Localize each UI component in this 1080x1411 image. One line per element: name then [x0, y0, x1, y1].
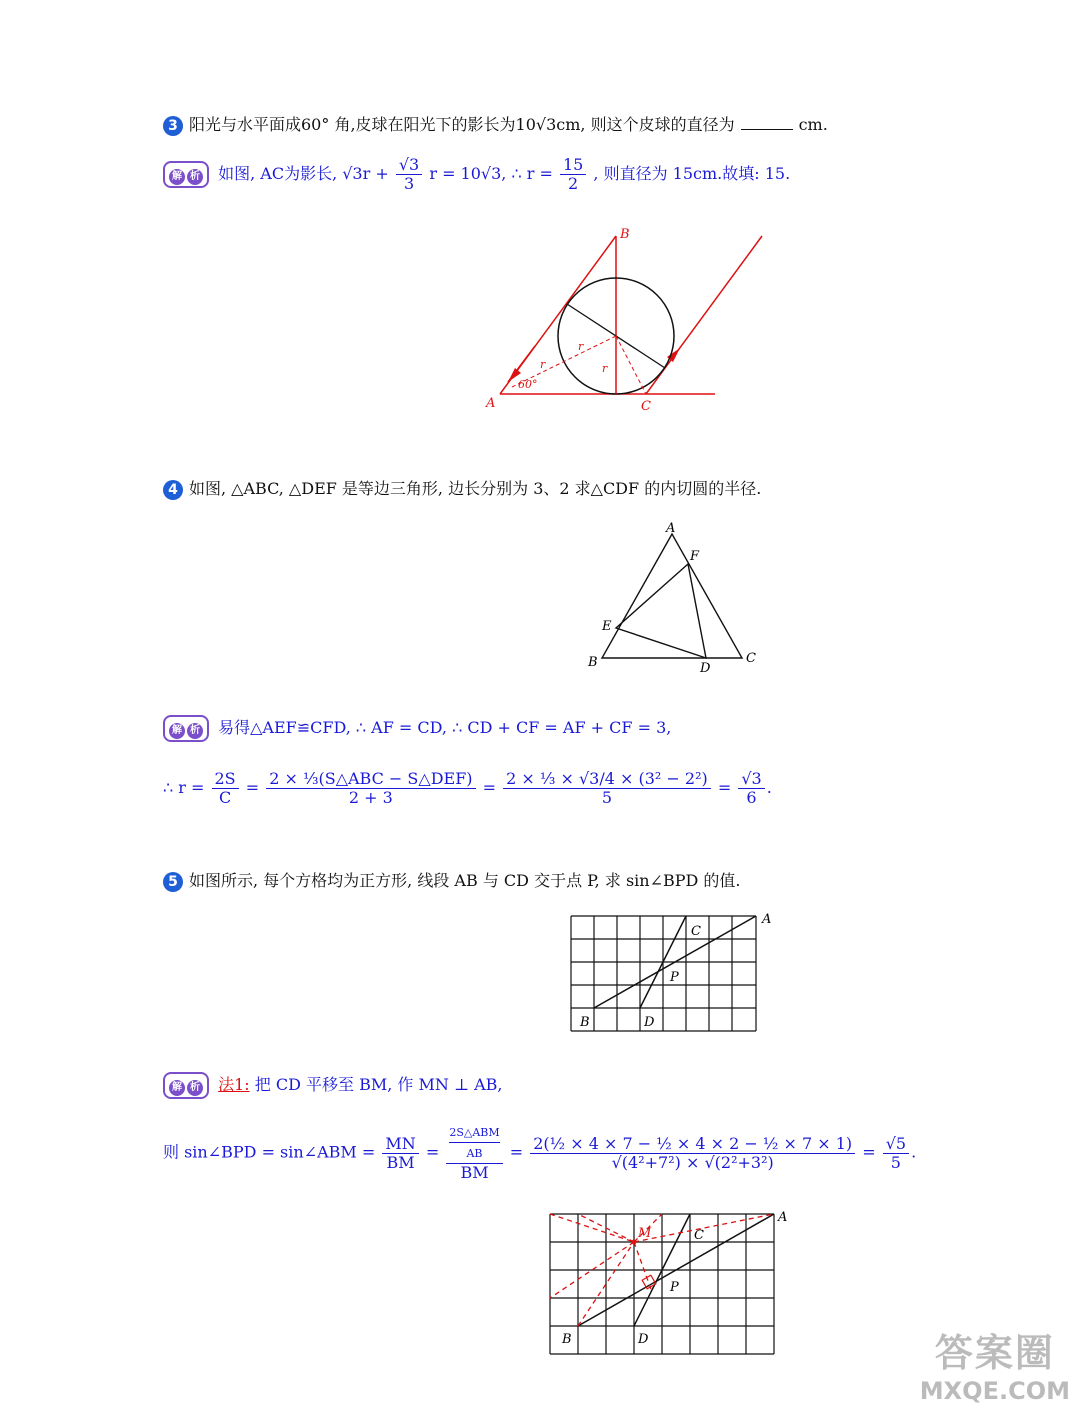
solution-text: 把 CD 平移至 BM, 作 MN ⊥ AB,: [254, 1075, 503, 1094]
solution-text: 易得△AEF≌CFD, ∴ AF = CD, ∴ CD + CF = AF + CF = 3,: [218, 718, 672, 737]
figure-grid: [560, 905, 790, 1040]
question-number: 5: [163, 872, 183, 892]
analysis-badge: 解 析: [163, 161, 209, 188]
question-text: 如图, △ABC, △DEF 是等边三角形, 边长分别为 3、2 求△CDF 的内切圆的半径.: [189, 479, 762, 498]
question-5: [163, 870, 741, 892]
analysis-badge: 解 析: [163, 1072, 209, 1099]
label-M: M: [638, 1226, 652, 1241]
method-label: 法1:: [218, 1075, 250, 1094]
label-P: P: [670, 970, 679, 985]
fraction: $\frac{\text{2 × ⅓ × √3/4 × (3² − 2²)}}{5}$: [503, 770, 711, 807]
solution-4-line2: ∴ r = $\frac{2S}{C}$ = $\frac{\text{2 × ⅓(S△ABC − S△DEF)}}{2 + 3}$ = $\frac{\text{2 × ⅓ × √3/4 × (3² − 2²)}}{5}$ = $\frac{√3}{6}$ .: [163, 769, 772, 807]
fraction: $\frac{\text{2 × ⅓(S△ABC − S△DEF)}}{2 + 3}$: [266, 770, 475, 807]
fraction: $\frac{2S}{C}$: [212, 770, 239, 807]
fraction: $\frac{MN}{BM}$: [382, 1135, 418, 1172]
fraction: $\frac{√5}{5}$: [883, 1135, 909, 1172]
label-B: B: [620, 227, 630, 242]
label-C: C: [746, 651, 756, 666]
unit-text: cm.: [798, 115, 828, 134]
figure-triangles: [580, 518, 770, 678]
figure-shadow-ball: [470, 220, 780, 420]
watermark: [920, 1322, 1070, 1405]
solution-5-line1: [163, 1072, 503, 1099]
label-A: A: [666, 521, 676, 536]
label-P: P: [670, 1280, 679, 1295]
question-4: [163, 478, 761, 500]
question-text: 阳光与水平面成60° 角,皮球在阳光下的影长为10√3cm, 则这个皮球的直径为: [189, 115, 735, 134]
label-B: B: [562, 1332, 572, 1347]
question-text: 如图所示, 每个方格均为正方形, 线段 AB 与 CD 交于点 P, 求 sin∠BPD 的值.: [189, 871, 741, 890]
label-A: A: [762, 912, 772, 927]
label-C: C: [691, 924, 701, 939]
label-r: r: [578, 340, 584, 353]
label-D: D: [700, 661, 711, 676]
watermark-logo-text: 答案圈: [934, 1331, 1055, 1375]
solution-5-line2: 则 sin∠BPD = sin∠ABM = $\frac{MN}{BM}$ = 2S△ABM AB BM = $\frac{\text{2(½ × 4 × 7 − ½ × 4 × 2 − ½ × 7 × 1)}}{\text{√(4²+7²) × √(2²+3²)}}$ = $\frac{√5}{5}$ .: [163, 1126, 917, 1182]
question-number: 4: [163, 480, 183, 500]
label-r: r: [540, 358, 546, 371]
label-D: D: [644, 1015, 655, 1030]
solution-text: ∴ r =: [163, 778, 205, 797]
figure-grid-construction: [540, 1203, 800, 1363]
fraction: $\frac{15}{2}$: [560, 156, 586, 193]
grid-lines: [571, 916, 756, 1031]
label-E: E: [602, 619, 612, 634]
label-angle: 60°: [518, 378, 538, 391]
label-B: B: [580, 1015, 590, 1030]
label-C: C: [694, 1228, 704, 1243]
label-F: F: [690, 549, 700, 564]
label-A: A: [486, 396, 496, 411]
watermark-url: MXQE.COM: [919, 1377, 1070, 1405]
fraction: $\frac{√3}{6}$: [738, 770, 764, 807]
label-B: B: [588, 655, 598, 670]
solution-text: , 则直径为 15cm.故填: 15.: [593, 164, 791, 183]
solution-text: 如图, AC为影长, √3r +: [218, 164, 389, 183]
label-r: r: [602, 362, 608, 375]
label-C: C: [641, 399, 651, 414]
grid-lines: [550, 1214, 774, 1354]
answer-blank: [741, 129, 793, 130]
label-D: D: [638, 1332, 649, 1347]
label-A: A: [778, 1210, 788, 1225]
question-number: 3: [163, 116, 183, 136]
fraction: 2S△ABM AB BM: [446, 1124, 502, 1182]
fraction: $\frac{√3}{3}$: [396, 156, 422, 193]
solution-text: r = 10√3, ∴ r =: [429, 164, 553, 183]
question-3: [163, 114, 828, 136]
solution-3: [163, 156, 790, 193]
analysis-badge: 解 析: [163, 715, 209, 742]
solution-4-line1: [163, 715, 671, 742]
solution-text: 则 sin∠BPD = sin∠ABM =: [163, 1142, 376, 1162]
fraction: $\frac{\text{2(½ × 4 × 7 − ½ × 4 × 2 − ½ × 7 × 1)}}{\text{√(4²+7²) × √(2²+3²)}}$: [530, 1135, 855, 1172]
